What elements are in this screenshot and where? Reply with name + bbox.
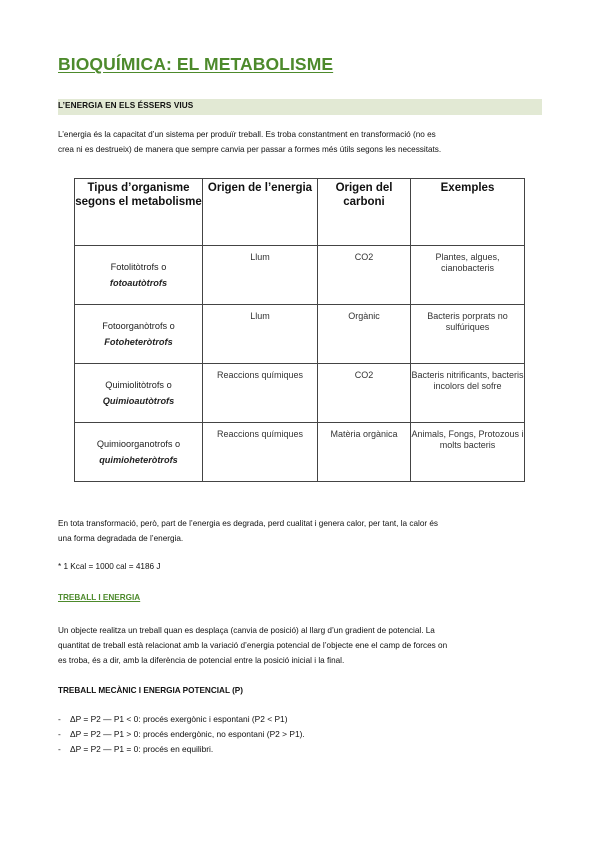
section-heading-work-energy: TREBALL I ENERGIA: [58, 593, 141, 602]
energy-source-cell: Reaccions químiques: [203, 423, 318, 482]
section-heading-bar: [58, 99, 542, 115]
organism-type-alt: Fotoheteròtrofs: [104, 337, 173, 347]
organism-type-cell: [75, 423, 203, 482]
work-line: es troba, és a dir, amb la diferència de potencial entre la posició inicial i la final.: [58, 656, 345, 665]
table-header-energy: Origen de l’energia: [203, 179, 318, 246]
organism-type-name: Quimiolitòtrofs o: [105, 380, 172, 390]
organism-type-name: Fotoorganòtrofs o: [102, 321, 175, 331]
list-item: [58, 742, 305, 757]
metabolism-table: [74, 178, 525, 482]
table-header-examples: Exemples: [411, 179, 525, 246]
unit-note: * 1 Kcal = 1000 cal = 4186 J: [58, 562, 161, 571]
carbon-source-cell: CO2: [318, 364, 411, 423]
table-header-row: [75, 179, 525, 246]
dash-bullet: -: [58, 729, 61, 739]
list-item: [58, 727, 305, 742]
transform-line: una forma degradada de l’energia.: [58, 534, 184, 543]
table-row: [75, 246, 525, 305]
table-row: [75, 423, 525, 482]
examples-cell: Animals, Fongs, Protozous i molts bacteris: [411, 423, 525, 482]
organism-type-alt: Quimioautòtrofs: [102, 396, 175, 406]
table-header-carbon: Origen del carboni: [318, 179, 411, 246]
dash-bullet: -: [58, 744, 61, 754]
work-paragraph: [58, 623, 542, 668]
intro-paragraph: [58, 127, 542, 157]
organism-type-cell: [75, 364, 203, 423]
list-item: [58, 712, 305, 727]
transform-line: En tota transformació, però, part de l’energia es degrada, perd cualitat i genera calor, per tant, la calor és: [58, 519, 439, 528]
energy-source-cell: Llum: [203, 305, 318, 364]
intro-line: L’energia és la capacitat d’un sistema per produïr treball. Es troba constantment en transformació (no es: [58, 130, 436, 139]
carbon-source-cell: CO2: [318, 246, 411, 305]
work-line: Un objecte realitza un treball quan es desplaça (canvia de posició) al llarg d’un gradient de potencial. La: [58, 626, 435, 635]
page-title: BIOQUÍMICA: EL METABOLISME: [58, 54, 334, 74]
table-row: [75, 364, 525, 423]
examples-cell: Bacteris nitrificants, bacteris incolors del sofre: [411, 364, 525, 423]
section-heading-energy: L’ENERGIA EN ELS ÉSSERS VIUS: [58, 101, 194, 110]
bullet-text: ΔP = P2 — P1 < 0: procés exergònic i espontani (P2 < P1): [70, 714, 288, 724]
organism-type-cell: [75, 305, 203, 364]
work-line: quantitat de treball està relacionat amb la variació d’energia potencial de l’objecte ene el camp de forces on: [58, 641, 448, 650]
organism-type-name: Fotolitòtrofs o: [110, 262, 167, 272]
organism-type-alt: quimioheteròtrofs: [99, 455, 178, 465]
examples-cell: Plantes, algues, cianobacteris: [411, 246, 525, 305]
potential-bullet-list: [58, 712, 305, 757]
organism-type-alt: fotoautòtrofs: [109, 278, 168, 288]
carbon-source-cell: Matèria orgànica: [318, 423, 411, 482]
transform-paragraph: [58, 516, 542, 546]
carbon-source-cell: Orgànic: [318, 305, 411, 364]
table-header-type: Tipus d’organisme segons el metabolisme: [75, 179, 203, 246]
examples-cell: Bacteris porprats no sulfúriques: [411, 305, 525, 364]
organism-type-name: Quimioorganotrofs o: [96, 439, 181, 449]
intro-line: crea ni es destrueix) de manera que sempre canvia per passar a formes més útils segons les necessitats.: [58, 145, 442, 154]
energy-source-cell: Llum: [203, 246, 318, 305]
bullet-text: ΔP = P2 — P1 = 0: procés en equilibri.: [70, 744, 214, 754]
dash-bullet: -: [58, 714, 61, 724]
table-row: [75, 305, 525, 364]
energy-source-cell: Reaccions químiques: [203, 364, 318, 423]
bullet-text: ΔP = P2 — P1 > 0: procés endergònic, no espontani (P2 > P1).: [70, 729, 305, 739]
organism-type-cell: [75, 246, 203, 305]
section-heading-mechanical-work: TREBALL MECÀNIC I ENERGIA POTENCIAL (P): [58, 686, 243, 695]
